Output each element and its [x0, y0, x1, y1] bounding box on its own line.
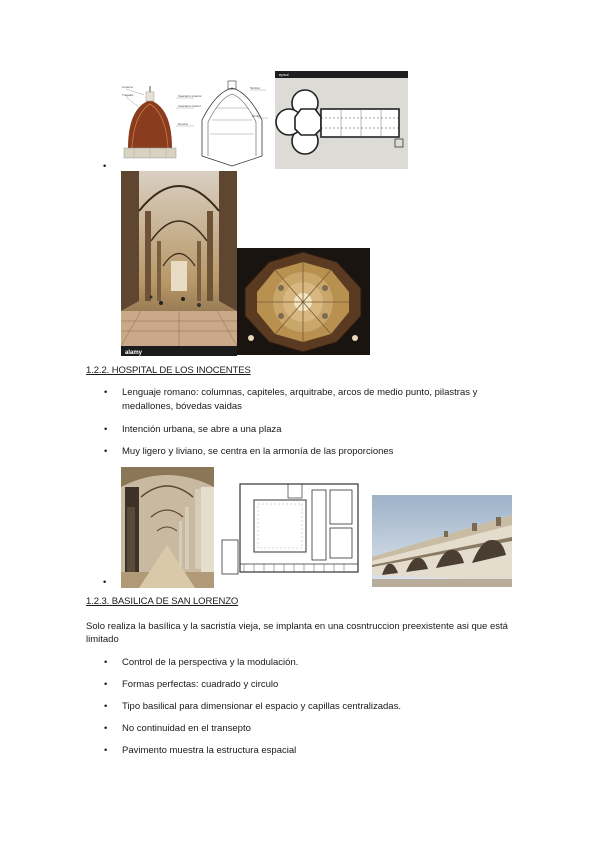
image-group-bullet: •	[103, 577, 107, 588]
dome-label-4: Cascarón interior	[178, 104, 201, 108]
list-item-text: Tipo basilical para dimensionar el espacio y capillas centralizadas.	[122, 701, 401, 712]
bullet-dot: •	[104, 745, 108, 756]
cathedral-interior-image	[121, 171, 237, 356]
alamy-watermark: alamy	[125, 350, 143, 356]
dome-label-3: Cascarón exterior	[178, 94, 202, 98]
hospital-plan-image	[220, 480, 362, 578]
bullet-dot: •	[104, 657, 108, 668]
dome-interior-image	[237, 248, 370, 355]
bullet-dot: •	[104, 701, 108, 712]
dome-label-6: Tambor	[250, 86, 261, 90]
dome-label-2: Tragaluz	[122, 93, 134, 97]
bullet-dot: •	[104, 723, 108, 734]
bullet-dot: •	[104, 424, 108, 435]
bullet-dot: •	[104, 387, 108, 398]
list-item-text: No continuidad en el transepto	[122, 723, 251, 734]
loggia-interior-image	[121, 467, 214, 588]
list-item-text: Lenguaje romano: columnas, capiteles, arquitrabe, arcos de medio punto, pilastras y medallones, bóvedas vaidas	[122, 387, 478, 412]
dome-label-7: Óculo	[252, 114, 260, 118]
hospital-facade-image	[372, 495, 512, 587]
dome-label-1: Linterna	[122, 85, 133, 89]
cathedral-plan-image	[275, 71, 408, 169]
section-paragraph: Solo realiza la basílica y la sacristía vieja, se implanta en una cosntruccion preexistente asi que está limitado	[86, 621, 508, 645]
image-group-bullet: •	[103, 161, 107, 172]
list-item-text: Intención urbana, se abre a una plaza	[122, 424, 282, 435]
dome-label-5: Nervios	[178, 122, 189, 126]
section-heading-basilica: 1.2.3. BASILICA DE SAN LORENZO	[86, 596, 239, 607]
plan-header-text: epsul	[279, 72, 289, 77]
list-item-text: Control de la perspectiva y la modulación.	[122, 657, 299, 668]
dome-diagram-image	[120, 78, 270, 168]
list-item-text: Formas perfectas: cuadrado y circulo	[122, 679, 279, 690]
bullet-dot: •	[104, 446, 108, 457]
bullet-dot: •	[104, 679, 108, 690]
list-item-text: Pavimento muestra la estructura espacial	[122, 745, 297, 756]
list-item-text: Muy ligero y liviano, se centra en la armonía de las proporciones	[122, 446, 394, 457]
section-heading-hospital: 1.2.2. HOSPITAL DE LOS INOCENTES	[86, 365, 251, 376]
